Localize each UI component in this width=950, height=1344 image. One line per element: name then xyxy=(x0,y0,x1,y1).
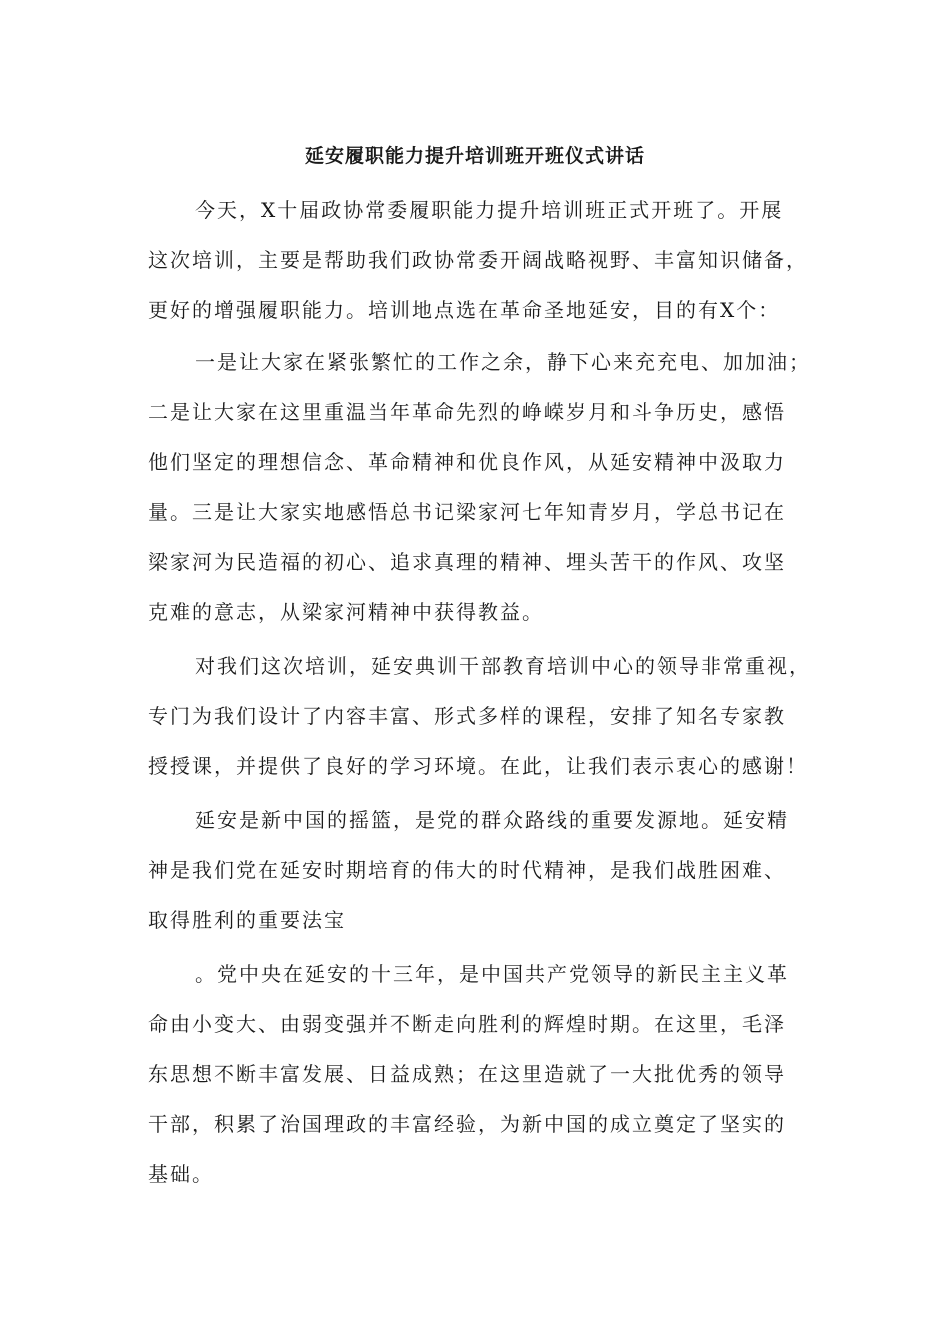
paragraph-1-line-2: 这次培训，主要是帮助我们政协常委开阔战略视野、丰富知识储备， xyxy=(148,248,808,272)
paragraph-2-line-1: 一是让大家在紧张繁忙的工作之余，静下心来充充电、加加油； xyxy=(195,350,811,374)
paragraph-5-line-2: 命由小变大、由弱变强并不断走向胜利的辉煌时期。在这里，毛泽 xyxy=(148,1012,786,1036)
paragraph-4-line-3: 取得胜利的重要法宝 xyxy=(148,908,346,932)
paragraph-2-line-4: 量。三是让大家实地感悟总书记梁家河七年知青岁月，学总书记在 xyxy=(148,500,786,524)
paragraph-4-line-1: 延安是新中国的摇篮，是党的群众路线的重要发源地。延安精 xyxy=(195,808,789,832)
paragraph-2-line-6: 克难的意志，从梁家河精神中获得教益。 xyxy=(148,600,544,624)
paragraph-3-line-3: 授授课，并提供了良好的学习环境。在此，让我们表示衷心的感谢！ xyxy=(148,754,808,778)
document-title: 延安履职能力提升培训班开班仪式讲话 xyxy=(304,145,645,167)
paragraph-4-line-2: 神是我们党在延安时期培育的伟大的时代精神，是我们战胜困难、 xyxy=(148,858,786,882)
paragraph-5-line-4: 干部，积累了治国理政的丰富经验，为新中国的成立奠定了坚实的 xyxy=(148,1112,786,1136)
paragraph-2-line-5: 梁家河为民造福的初心、追求真理的精神、埋头苦干的作风、攻坚 xyxy=(148,550,786,574)
paragraph-3-line-1: 对我们这次培训，延安典训干部教育培训中心的领导非常重视， xyxy=(195,654,811,678)
paragraph-5-line-1: 。党中央在延安的十三年，是中国共产党领导的新民主主义革 xyxy=(195,962,789,986)
paragraph-1-line-3: 更好的增强履职能力。培训地点选在革命圣地延安，目的有X个： xyxy=(148,298,781,322)
paragraph-3-line-2: 专门为我们设计了内容丰富、形式多样的课程，安排了知名专家教 xyxy=(148,704,786,728)
paragraph-5-line-5: 基础。 xyxy=(148,1162,214,1186)
paragraph-2-line-2: 二是让大家在这里重温当年革命先烈的峥嵘岁月和斗争历史，感悟 xyxy=(148,400,786,424)
paragraph-2-line-3: 他们坚定的理想信念、革命精神和优良作风，从延安精神中汲取力 xyxy=(148,450,786,474)
paragraph-1-line-1: 今天，X十届政协常委履职能力提升培训班正式开班了。开展 xyxy=(195,198,784,222)
paragraph-5-line-3: 东思想不断丰富发展、日益成熟；在这里造就了一大批优秀的领导 xyxy=(148,1062,786,1086)
